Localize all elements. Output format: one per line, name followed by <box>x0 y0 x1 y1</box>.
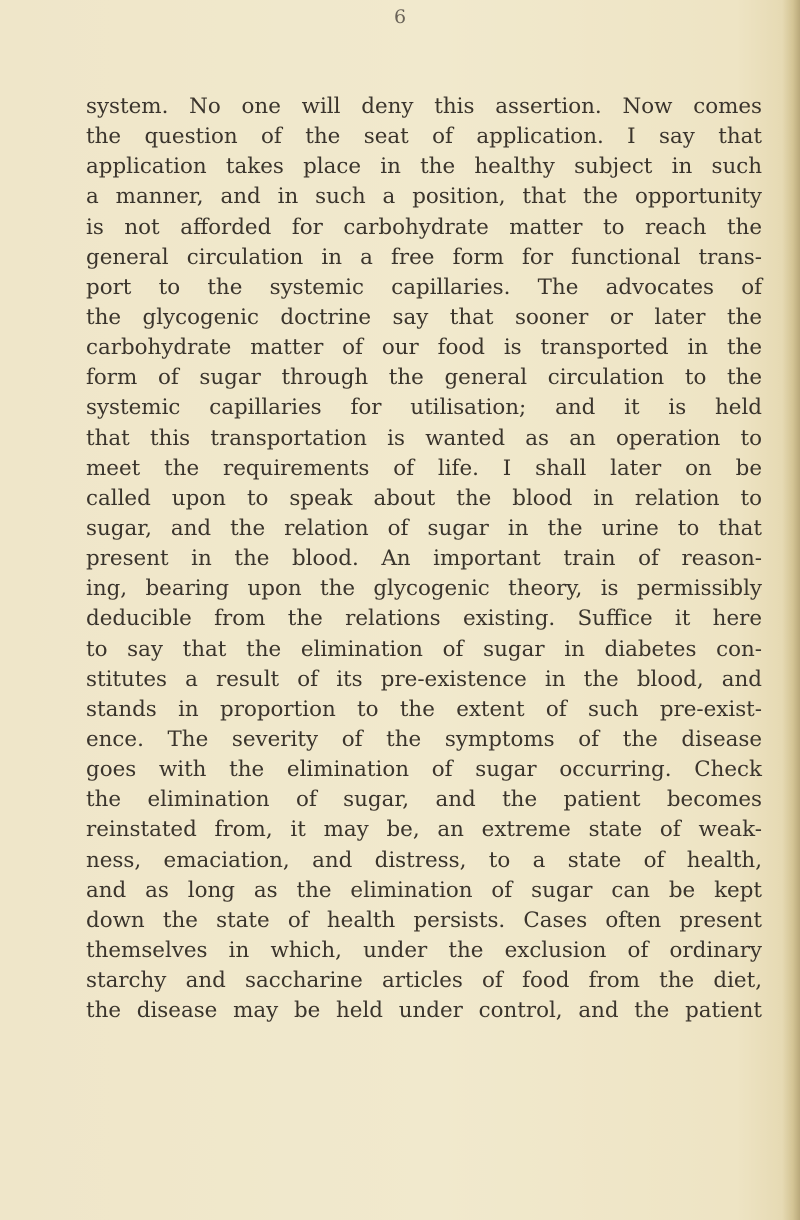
page-edge-shadow <box>782 0 800 1220</box>
text-line: called upon to speak about the blood in relation to <box>86 485 762 511</box>
text-line: general circulation in a free form for functional trans- <box>86 244 762 270</box>
text-line: down the state of health persists. Cases often present <box>86 907 762 933</box>
text-line: the disease may be held under control, and the patient <box>86 998 762 1024</box>
text-line: sugar, and the relation of sugar in the urine to that <box>86 515 762 541</box>
text-line: application takes place in the healthy subject in such <box>86 154 762 180</box>
text-line: meet the requirements of life. I shall later on be <box>86 455 762 481</box>
text-line: system. No one will deny this assertion. Now comes <box>86 94 762 119</box>
text-line: stands in proportion to the extent of such pre-exist- <box>86 696 762 722</box>
text-line: port to the systemic capillaries. The advocates of <box>86 274 762 300</box>
text-line: present in the blood. An important train of reason- <box>86 546 762 572</box>
text-line: ness, emaciation, and distress, to a state of health, <box>86 847 762 873</box>
text-line: systemic capillaries for utilisation; and it is held <box>86 395 762 421</box>
text-line: that this transportation is wanted as an operation to <box>86 425 762 451</box>
text-line: the elimination of sugar, and the patient becomes <box>86 787 762 813</box>
text-line: ing, bearing upon the glycogenic theory, is permissibly <box>86 576 762 602</box>
text-line: ence. The severity of the symptoms of the disease <box>86 726 762 752</box>
text-line: is not afforded for carbohydrate matter to reach the <box>86 214 762 240</box>
text-line: form of sugar through the general circulation to the <box>86 365 762 391</box>
text-line: reinstated from, it may be, an extreme state of weak- <box>86 817 762 843</box>
text-line: deducible from the relations existing. Suffice it here <box>86 606 762 632</box>
text-line: a manner, and in such a position, that the opportunity <box>86 184 762 210</box>
text-line: and as long as the elimination of sugar can be kept <box>86 877 762 903</box>
page-number: 6 <box>393 6 407 28</box>
text-line: to say that the elimination of sugar in diabetes con- <box>86 636 762 662</box>
text-line: stitutes a result of its pre-existence in the blood, and <box>86 666 762 692</box>
text-line: themselves in which, under the exclusion of ordinary <box>86 937 762 963</box>
text-line: the glycogenic doctrine say that sooner or later the <box>86 304 762 330</box>
text-line: starchy and saccharine articles of food from the diet, <box>86 968 762 994</box>
text-line: goes with the elimination of sugar occurring. Check <box>86 757 762 783</box>
text-line: the question of the seat of application. I say that <box>86 124 762 150</box>
text-line: carbohydrate matter of our food is transported in the <box>86 335 762 361</box>
body-text <box>86 92 776 1026</box>
